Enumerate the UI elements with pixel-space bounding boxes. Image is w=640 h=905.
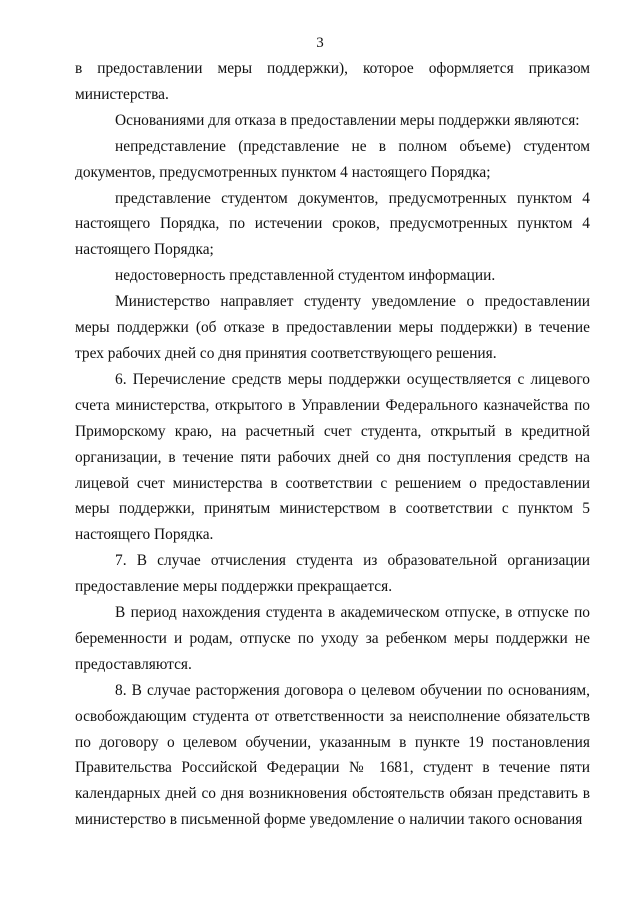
paragraph-refusal-ground-1: непредставление (представление не в полном объеме) студентом документов, предусмотренных пунктом 4 настоящего Порядка; bbox=[75, 137, 590, 181]
page-number: 3 bbox=[316, 35, 324, 51]
paragraph-refusal-grounds-intro: Основаниями для отказа в предоставлении меры поддержки являются: bbox=[115, 111, 580, 129]
paragraph-continuation: в предоставлении меры поддержки), которое оформляется приказом министерства. bbox=[75, 60, 590, 103]
paragraph-refusal-ground-3: недостоверность представленной студентом информации. bbox=[115, 267, 496, 285]
paragraph-notification: Министерство направляет студенту уведомление о предоставлении меры поддержки (об отказе в предоставлении меры поддержки) в течение трех рабочих дней со дня принятия соответствующего решения. bbox=[75, 293, 590, 362]
paragraph-item-8: 8. В случае расторжения договора о целевом обучении по основаниям, освобождающим студента от ответственности за неисполнение обязательств по договору о целевом обучении, указанным в пункте 19 постановления Правительства Российской Федерации № 1681, студент в течение пяти календарных дней со дня возникновения обстоятельств обязан представить в министерство в письменной форме уведомление о наличии такого основания bbox=[75, 681, 590, 829]
document-body bbox=[75, 56, 590, 833]
paragraph-academic-leave: В период нахождения студента в академическом отпуске, в отпуске по беременности и родам, отпуске по уходу за ребенком меры поддержки не предоставляются. bbox=[75, 604, 590, 673]
paragraph-refusal-ground-2: представление студентом документов, предусмотренных пунктом 4 настоящего Порядка, по истечении сроков, предусмотренных пунктом 4 настоящего Порядка; bbox=[75, 189, 590, 259]
paragraph-item-6: 6. Перечисление средств меры поддержки осуществляется с лицевого счета министерства, открытого в Управлении Федерального казначейства по Приморскому краю, на расчетный счет студента, открытый в кредитной организации, в течение пяти рабочих дней со дня поступления средств на лицевой счет министерства в соответствии с решением о предоставлении меры поддержки, принятым министерством в соответствии с пунктом 5 настоящего Порядка. bbox=[75, 370, 590, 544]
paragraph-item-7: 7. В случае отчисления студента из образовательной организации предоставление меры поддержки прекращается. bbox=[75, 552, 590, 596]
